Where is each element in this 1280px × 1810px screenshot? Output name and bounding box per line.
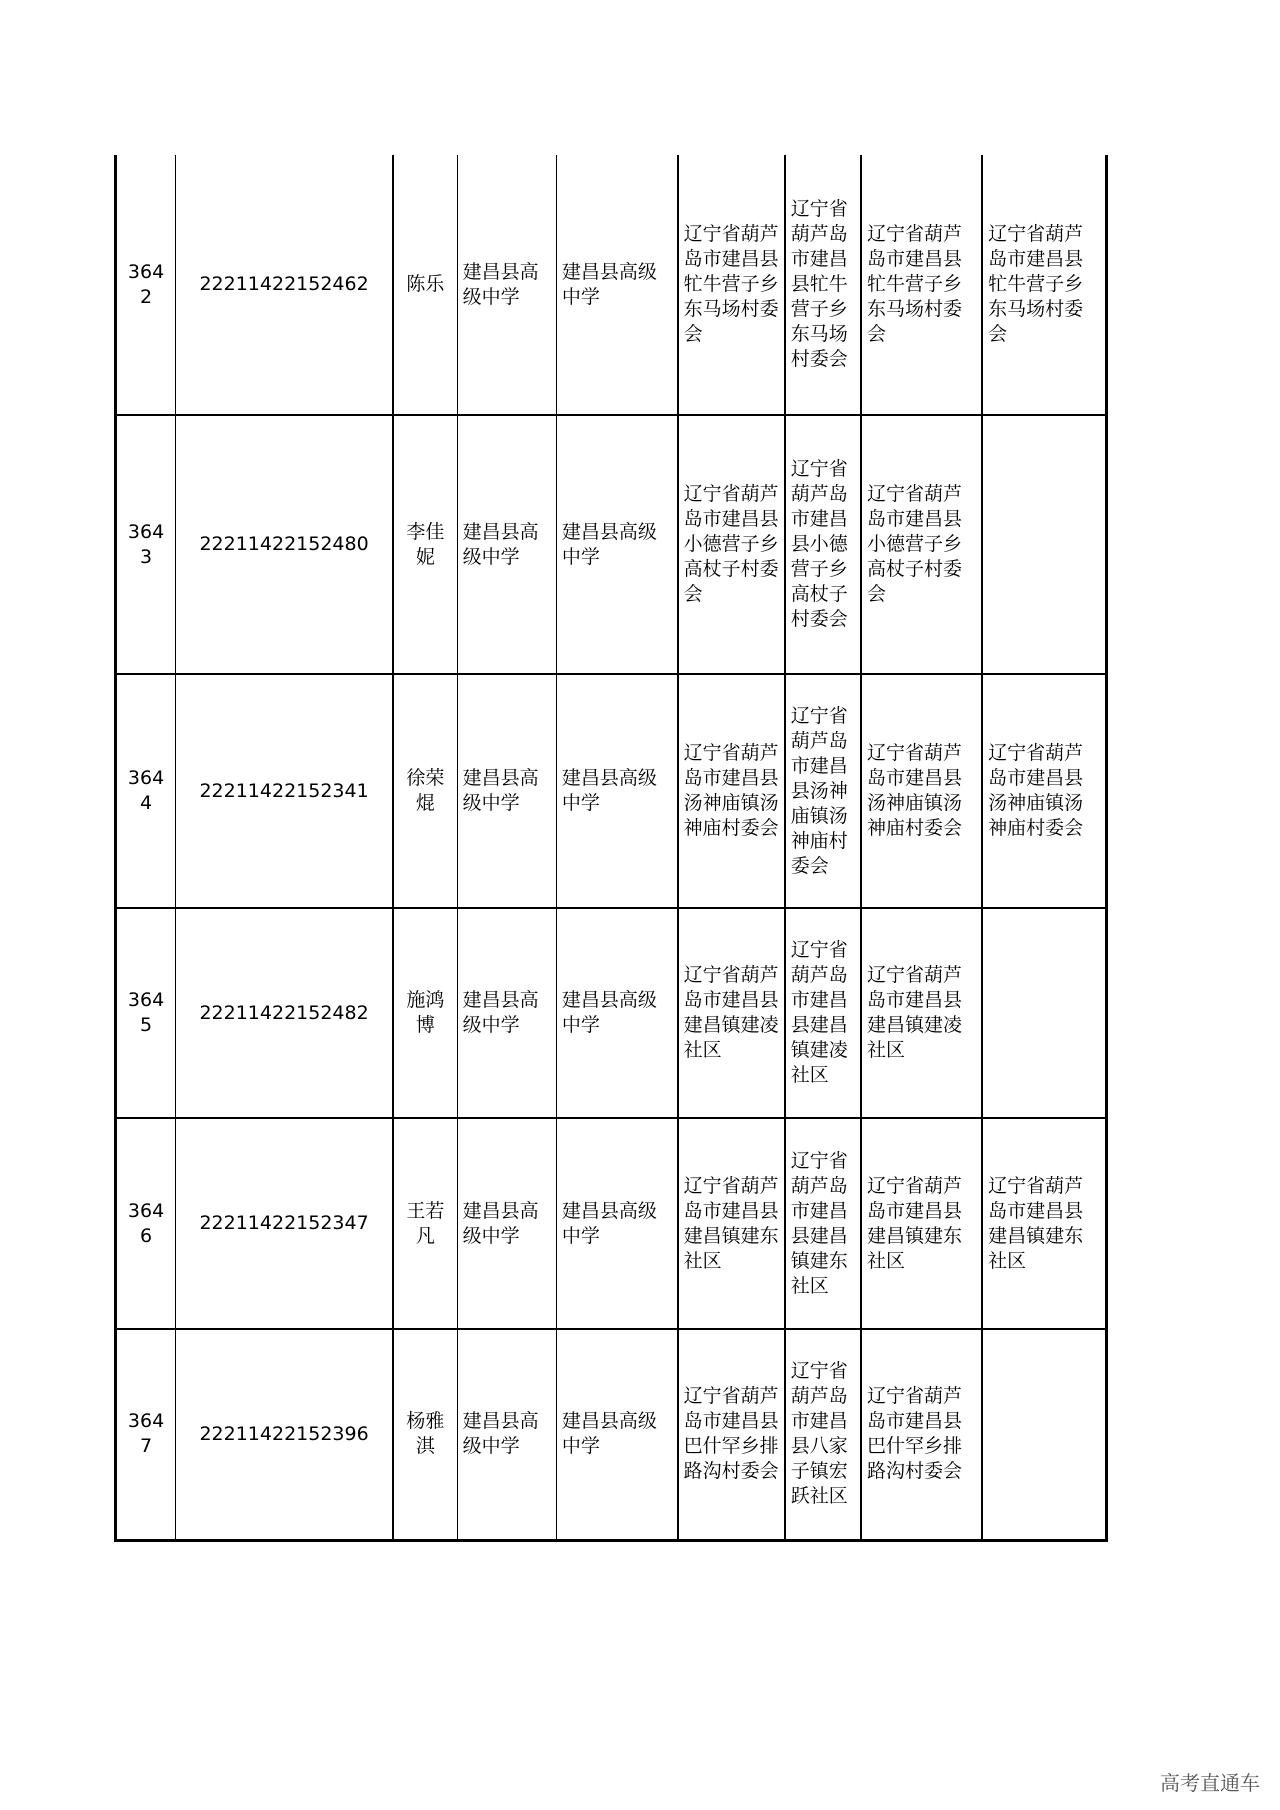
candidate-id: 22211422152347 bbox=[176, 1118, 393, 1329]
watermark-text: 高考直通车 bbox=[1160, 1771, 1260, 1795]
address-2: 辽宁省葫芦岛市建昌县建昌镇建东社区 bbox=[785, 1118, 861, 1329]
address-3: 辽宁省葫芦岛市建昌县巴什罕乡排路沟村委会 bbox=[861, 1329, 982, 1540]
address-2: 辽宁省葫芦岛市建昌县八家子镇宏跃社区 bbox=[785, 1329, 861, 1540]
row-index: 3646 bbox=[116, 1118, 176, 1329]
table-row bbox=[116, 674, 1107, 908]
address-1: 辽宁省葫芦岛市建昌县牤牛营子乡东马场村委会 bbox=[678, 155, 785, 415]
address-1: 辽宁省葫芦岛市建昌县巴什罕乡排路沟村委会 bbox=[678, 1329, 785, 1540]
address-4: 辽宁省葫芦岛市建昌县牤牛营子乡东马场村委会 bbox=[982, 155, 1106, 415]
table-row bbox=[116, 908, 1107, 1118]
row-index: 3642 bbox=[116, 155, 176, 415]
table-row bbox=[116, 415, 1107, 674]
address-2: 辽宁省葫芦岛市建昌县小德营子乡高杖子村委会 bbox=[785, 415, 861, 674]
candidate-id: 22211422152341 bbox=[176, 674, 393, 908]
address-3: 辽宁省葫芦岛市建昌县建昌镇建东社区 bbox=[861, 1118, 982, 1329]
school-1: 建昌县高级中学 bbox=[457, 1118, 556, 1329]
address-2: 辽宁省葫芦岛市建昌县牤牛营子乡东马场村委会 bbox=[785, 155, 861, 415]
school-2: 建昌县高级中学 bbox=[556, 155, 677, 415]
row-index: 3643 bbox=[116, 415, 176, 674]
address-4 bbox=[982, 1329, 1106, 1540]
candidate-id: 22211422152480 bbox=[176, 415, 393, 674]
address-1: 辽宁省葫芦岛市建昌县建昌镇建东社区 bbox=[678, 1118, 785, 1329]
school-1: 建昌县高级中学 bbox=[457, 674, 556, 908]
candidate-id: 22211422152396 bbox=[176, 1329, 393, 1540]
candidate-name: 施鸿博 bbox=[393, 908, 457, 1118]
address-1: 辽宁省葫芦岛市建昌县小德营子乡高杖子村委会 bbox=[678, 415, 785, 674]
address-1: 辽宁省葫芦岛市建昌县汤神庙镇汤神庙村委会 bbox=[678, 674, 785, 908]
school-2: 建昌县高级中学 bbox=[556, 908, 677, 1118]
school-1: 建昌县高级中学 bbox=[457, 1329, 556, 1540]
school-1: 建昌县高级中学 bbox=[457, 155, 556, 415]
table-row bbox=[116, 155, 1107, 415]
row-index: 3644 bbox=[116, 674, 176, 908]
address-4 bbox=[982, 415, 1106, 674]
address-2: 辽宁省葫芦岛市建昌县建昌镇建凌社区 bbox=[785, 908, 861, 1118]
row-index: 3647 bbox=[116, 1329, 176, 1540]
address-4 bbox=[982, 908, 1106, 1118]
records-table bbox=[114, 155, 1108, 1542]
school-2: 建昌县高级中学 bbox=[556, 1329, 677, 1540]
address-3: 辽宁省葫芦岛市建昌县建昌镇建凌社区 bbox=[861, 908, 982, 1118]
candidate-name: 李佳妮 bbox=[393, 415, 457, 674]
school-2: 建昌县高级中学 bbox=[556, 415, 677, 674]
table-row bbox=[116, 1329, 1107, 1540]
records-table-container bbox=[114, 155, 1108, 1542]
school-2: 建昌县高级中学 bbox=[556, 674, 677, 908]
school-1: 建昌县高级中学 bbox=[457, 908, 556, 1118]
address-3: 辽宁省葫芦岛市建昌县汤神庙镇汤神庙村委会 bbox=[861, 674, 982, 908]
candidate-name: 王若凡 bbox=[393, 1118, 457, 1329]
candidate-name: 陈乐 bbox=[393, 155, 457, 415]
table-row bbox=[116, 1118, 1107, 1329]
address-4: 辽宁省葫芦岛市建昌县汤神庙镇汤神庙村委会 bbox=[982, 674, 1106, 908]
candidate-name: 杨雅淇 bbox=[393, 1329, 457, 1540]
row-index: 3645 bbox=[116, 908, 176, 1118]
address-2: 辽宁省葫芦岛市建昌县汤神庙镇汤神庙村委会 bbox=[785, 674, 861, 908]
candidate-id: 22211422152462 bbox=[176, 155, 393, 415]
address-1: 辽宁省葫芦岛市建昌县建昌镇建凌社区 bbox=[678, 908, 785, 1118]
school-1: 建昌县高级中学 bbox=[457, 415, 556, 674]
candidate-id: 22211422152482 bbox=[176, 908, 393, 1118]
address-3: 辽宁省葫芦岛市建昌县小德营子乡高杖子村委会 bbox=[861, 415, 982, 674]
address-3: 辽宁省葫芦岛市建昌县牤牛营子乡东马场村委会 bbox=[861, 155, 982, 415]
candidate-name: 徐荣焜 bbox=[393, 674, 457, 908]
school-2: 建昌县高级中学 bbox=[556, 1118, 677, 1329]
address-4: 辽宁省葫芦岛市建昌县建昌镇建东社区 bbox=[982, 1118, 1106, 1329]
